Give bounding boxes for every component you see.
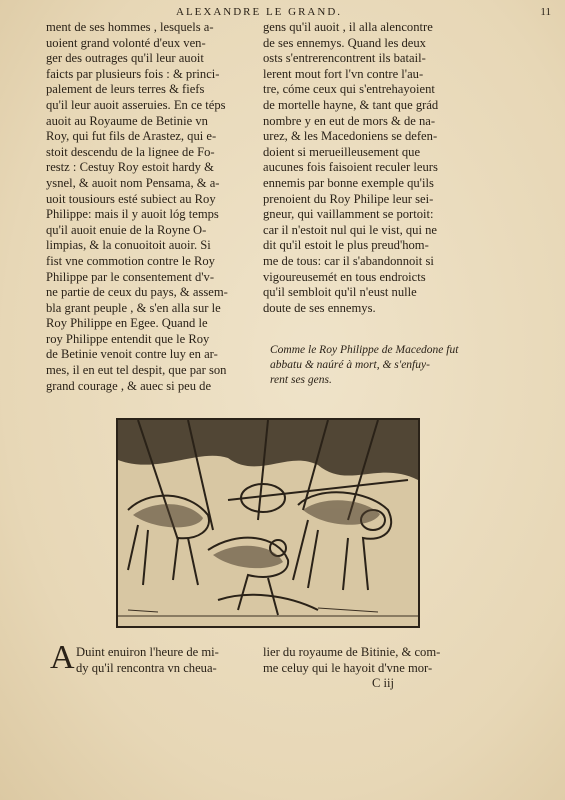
running-header [176,6,551,20]
signature-mark: C iij [372,676,395,690]
folio-number: 11 [540,6,551,18]
text-line: mes, il en eut tel despit, que par son [46,363,227,378]
text-line: ne partie de ceux du pays, & assem- [46,285,228,300]
text-line: grand courage , & auec si peu de [46,378,212,393]
text-line: restz : Cestuy Roy estoit hardy & [46,160,214,175]
text-line: lerent mout fort l'vn contre l'au- [263,66,424,81]
text-line: dit qu'il estoit le plus preud'hom- [263,238,429,253]
caption-line: abbatu & naúré à mort, & s'enfuy- [270,359,430,371]
text-line: urez, & les Macedoniens se defen- [263,129,438,144]
text-line: qu'il auoit enuie de la Royne O- [46,222,207,237]
text-line: aucunes fois faisoient reculer leurs [263,160,438,175]
woodcut-battle-scene-icon [116,418,420,628]
text-line: palement de leurs terres & fiefs [46,82,205,97]
caption-line: Comme le Roy Philippe de Macedone fut [270,344,459,356]
text-line: osts s'entrerencontrent ils batail- [263,51,426,66]
text-line: doient si merueilleusement que [263,144,421,159]
text-line: roy Philippe entendit que le Roy [46,331,210,346]
text-line: limpias, & la conuoitoit auoir. Si [46,238,211,253]
text-line: gneur, qui vaillamment se portoit: [263,207,434,222]
text-line: de ses ennemys. Quand les deux [263,35,426,50]
illustration-caption [270,343,470,388]
left-text-column [46,20,254,394]
text-line: auoit au Royaume de Betinie vn [46,113,208,128]
caption-line: rent ses gens. [270,374,332,386]
text-line: Roy Philippe en Egee. Quand le [46,316,208,331]
text-line: gens qu'il auoit , il alla alencontre [263,20,433,34]
text-line: Duint enuiron l'heure de mi- [76,645,219,659]
text-line: car il n'estoit nul qui le vist, qui ne [263,222,438,237]
text-line: uoit tousiours esté subiect au Roy [46,191,216,206]
right-text-column [263,20,469,316]
text-line: qu'il leur auoit asseruies. En ce téps [46,97,226,112]
text-line: tre, cóme ceux qui s'entrehayoient [263,82,435,97]
bottom-right-text [263,644,469,676]
text-line: lier du royaume de Bitinie, & com- [263,645,441,659]
text-line: Philippe par le consentement d'v- [46,269,215,284]
text-line: dy qu'il rencontra vn cheua- [76,661,217,675]
text-line: me de tous: car il s'abandonnoit si [263,253,434,268]
text-line: qu'il sembloit qu'il n'eust nulle [263,285,417,300]
text-line: prenoient du Roy Philipe leur sei- [263,191,434,206]
text-line: bla grant peuple , & s'en alla sur le [46,300,221,315]
text-line: doute de ses ennemys. [263,300,376,315]
text-line: Philippe: mais il y auoit lóg temps [46,207,219,222]
text-line: ment de ses hommes , lesquels a- [46,20,214,34]
text-line: uoient grand volonté d'eux ven- [46,35,206,50]
text-line: Roy, qui fut fils de Arastez, qui e- [46,129,217,144]
text-line: fist vne commotion contre le Roy [46,253,215,268]
running-title: ALEXANDRE LE GRAND. [176,6,343,18]
text-line: de mortelle hayne, & tant que grád [263,97,439,112]
text-line: de Betinie venoit contre luy en ar- [46,347,218,362]
text-line: me celuy qui le hayoit d'vne mor- [263,661,433,675]
text-line: stoit descendu de la lignee de Fo- [46,144,215,159]
text-line: faicts par plusieurs fois : & princi- [46,66,220,81]
text-line: ysnel, & auoit nom Pensama, & a- [46,175,220,190]
drop-capital: A [50,639,75,676]
text-line: ennemis par bonne exemple qu'ils [263,175,434,190]
text-line: ger des outrages qu'il leur auoit [46,51,204,66]
text-line: nombre y en eut de mors & de na- [263,113,436,128]
text-line: vigoureusemét en tous endroicts [263,269,426,284]
bottom-left-text [46,644,254,676]
